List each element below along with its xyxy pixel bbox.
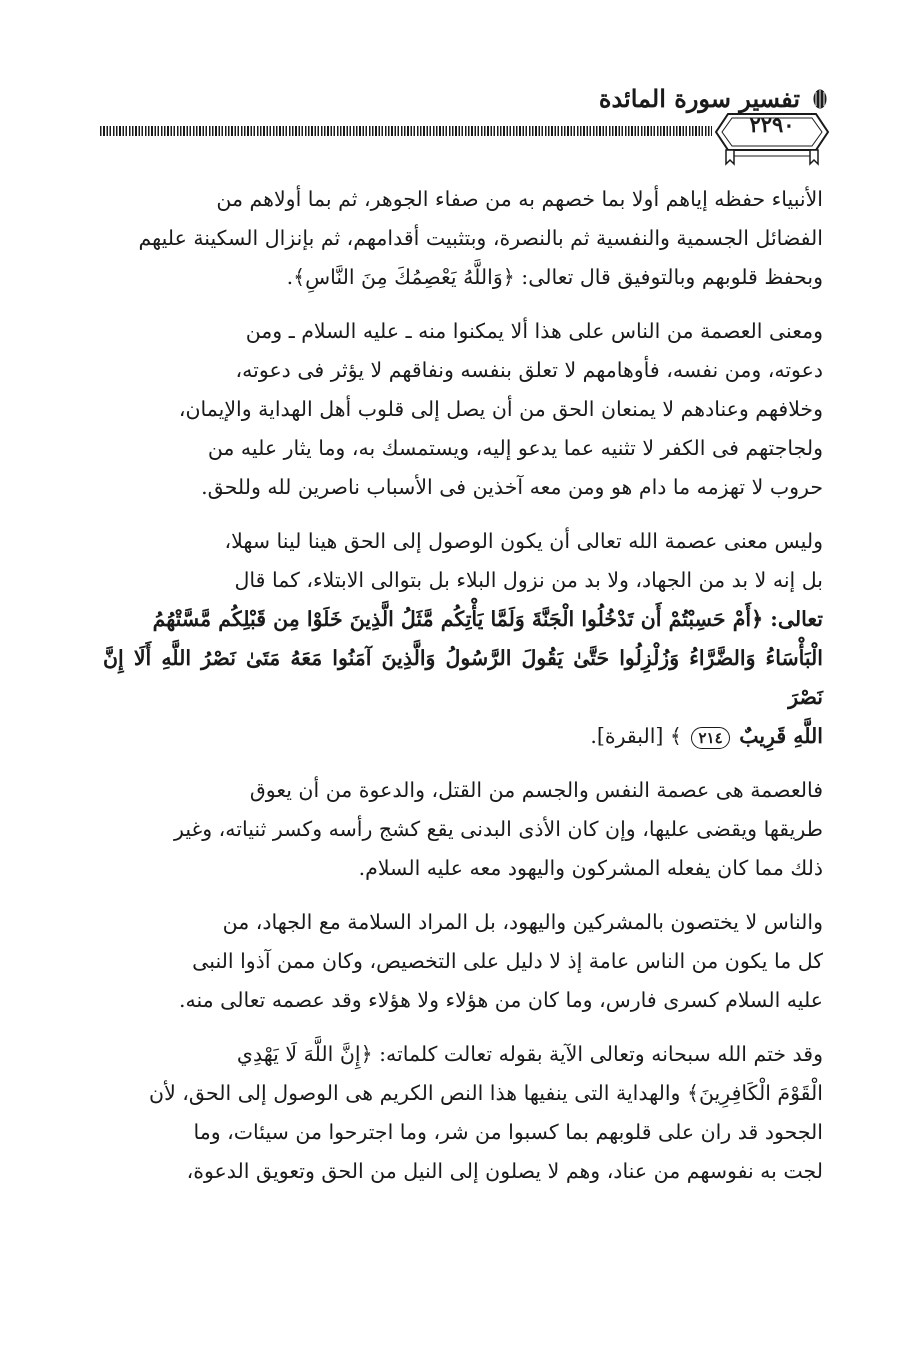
text-line: دعوته، ومن نفسه، فأوهامهم لا تعلق بنفسه ونفاقهم لا يؤثر فى دعوته، [235, 358, 823, 382]
text-line: ذلك مما كان يفعله المشركون واليهود معه عليه السلام. [358, 856, 823, 880]
page-number: ٢٢٩٠ [749, 112, 795, 137]
text-line: الْقَوْمَ الْكَافِرِينَ﴾ والهداية التى ينفيها هذا النص الكريم هى الوصول إلى الحق، لأن [149, 1081, 823, 1105]
running-title: تفسير سورة المائدة [598, 84, 800, 113]
text-line: الفضائل الجسمية والنفسية ثم بالنصرة، وبتثبيت أقدامهم، ثم بإنزال السكينة عليهم [138, 226, 823, 250]
text-line: وقد ختم الله سبحانه وتعالى الآية بقوله تعالت كلماته: ﴿إِنَّ اللَّهَ لَا يَهْدِي [236, 1042, 823, 1066]
text-line: الأنبياء حفظه إياهم أولا بما خصهم به من صفاء الجوهر، ثم بما أولاهم من [216, 187, 823, 211]
quran-verse-line: الْبَأْسَاءُ وَالضَّرَّاءُ وَزُلْزِلُوا حَتَّىٰ يَقُولَ الرَّسُولُ وَالَّذِينَ آمَنُوا مَعَهُ مَتَىٰ نَصْرُ اللَّهِ أَلَا إِنَّ نَصْرَ [103, 646, 823, 709]
text-line: ولجاجتهم فى الكفر لا تثنيه عما يدعو إليه، ويستمسك به، وما يثار عليه من [207, 436, 823, 460]
text-line: ومعنى العصمة من الناس على هذا ألا يمكنوا منه ـ عليه السلام ـ ومن [245, 319, 823, 343]
text-line: عليه السلام كسرى فارس، وما كان من هؤلاء ولا هؤلاء وقد عصمه تعالى منه. [178, 988, 823, 1012]
text-line: حروب لا تهزمه ما دام هو ومن معه آخذين فى الأسباب ناصرين لله وللحق. [201, 475, 823, 499]
ayah-number-marker: ٢١٤ [691, 727, 729, 749]
paragraph-5 [103, 903, 823, 1020]
quran-verse-line: تعالى: ﴿أَمْ حَسِبْتُمْ أَن تَدْخُلُوا الْجَنَّةَ وَلَمَّا يَأْتِكُم مَّثَلُ الَّذِينَ خَلَوْا مِن قَبْلِكُم مَّسَّتْهُمُ [152, 607, 823, 631]
surah-citation: ﴾ [البقرة]. [590, 724, 682, 748]
quran-verse-text: اللَّهِ قَرِيبٌ [739, 724, 823, 748]
text-line: وخلافهم وعنادهم لا يمنعان الحق من أن يصل إلى قلوب أهل الهداية والإيمان، [178, 397, 823, 421]
text-line: طريقها ويقضى عليها، وإن كان الأذى البدنى يقع كشج رأسه وكسر ثنياته، وغير [174, 817, 823, 841]
text-line: فالعصمة هى عصمة النفس والجسم من القتل، والدعوة من أن يعوق [249, 778, 823, 802]
text-line: وليس معنى عصمة الله تعالى أن يكون الوصول إلى الحق هينا لينا سهلا، [224, 529, 823, 553]
text-line: بل إنه لا بد من الجهاد، ولا بد من نزول البلاء بل بتوالى الابتلاء، كما قال [234, 568, 823, 592]
text-line: لجت به نفوسهم من عناد، وهم لا يصلون إلى النيل من الحق وتعويق الدعوة، [186, 1159, 823, 1183]
quran-verse-ending-line [103, 717, 823, 756]
page-header [100, 78, 832, 168]
body-text [103, 180, 823, 1191]
header-rule [100, 126, 712, 136]
paragraph-6 [103, 1035, 823, 1191]
text-line: وبحفظ قلوبهم وبالتوفيق قال تعالى: ﴿وَاللَّهُ يَعْصِمُكَ مِنَ النَّاسِ﴾. [286, 265, 823, 289]
paragraph-1 [103, 180, 823, 297]
text-line: والناس لا يختصون بالمشركين واليهود، بل المراد السلامة مع الجهاد، من [222, 910, 823, 934]
text-line: كل ما يكون من الناس عامة إذ لا دليل على التخصيص، وكان ممن آذوا النبى [192, 949, 823, 973]
paragraph-4 [103, 771, 823, 888]
paragraph-2 [103, 312, 823, 507]
text-line: الجحود قد ران على قلوبهم بما كسبوا من شر، وما اجترحوا من سيئات، وما [193, 1120, 823, 1144]
paragraph-3 [103, 522, 823, 756]
